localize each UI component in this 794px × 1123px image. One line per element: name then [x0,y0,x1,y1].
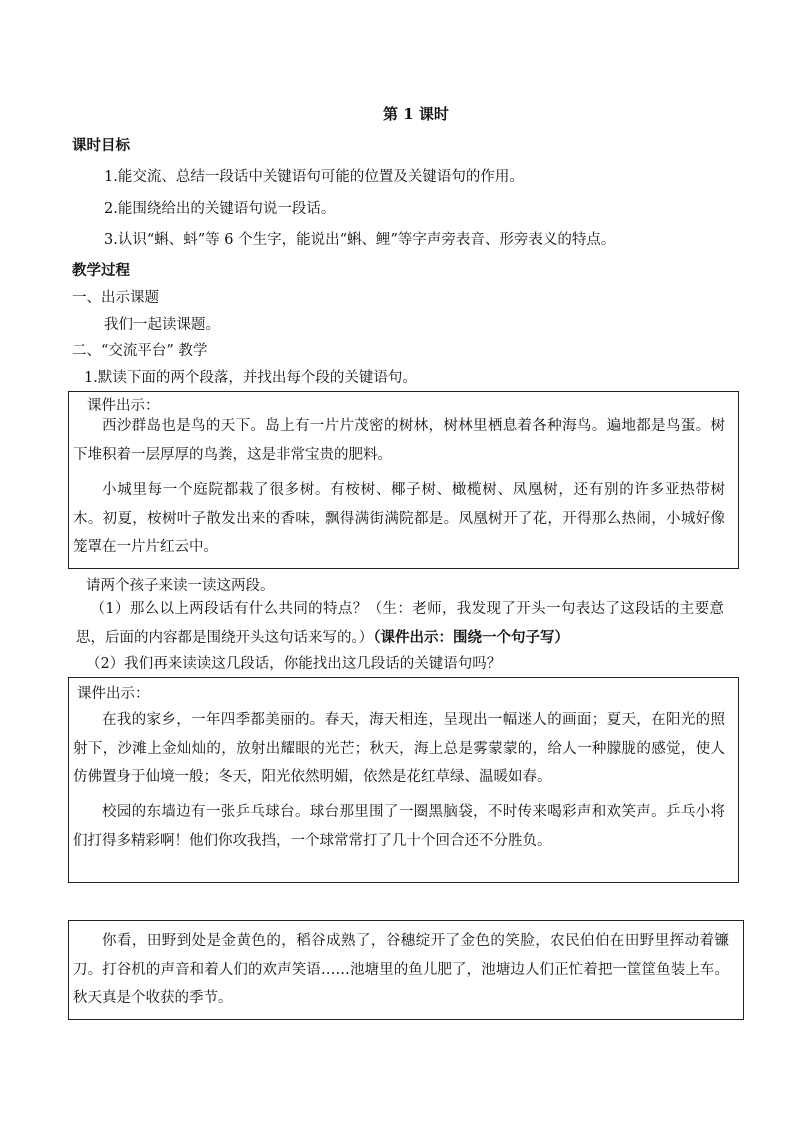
question-1-text: （1）那么以上两段话有什么共同的特点？（生：老师，我发现了开头一句表达了这段话的主要意思，后面的内容都是围绕开头这句话来写的。） [76,601,724,646]
courseware-box-2 [68,677,739,883]
section1-title: 一、出示课题 [72,290,159,306]
question-2: （2）我们再来读读这几段话，你能找出这几段话的关键语句吗？ [86,656,502,672]
page-title: 第 1 课时 [383,105,449,123]
goal-item-3: 3.认识“蝌、蚪”等 6 个生字，能说出“蝌、鲤”等字声旁表音、形旁表义的特点。 [104,232,616,248]
invite-text: 请两个孩子来读一读这两段。 [86,578,275,594]
box2-paragraph-2: 校园的东墙边有一张乒乓球台。球台那里围了一圈黑脑袋，不时传来喝彩声和欢笑声。乒乓小将们打得多精彩啊！他们你攻我挡，一个球常常打了几十个回合还不分胜负。 [73,804,725,849]
box1-label: 课件出示： [87,398,160,414]
goals-heading: 课时目标 [72,137,130,154]
box2-label: 课件出示： [77,686,150,702]
goal-item-2: 2.能围绕给出的关键语句说一段话。 [104,201,336,217]
section1-text: 我们一起读课题。 [104,317,220,333]
goal-item-1: 1.能交流、总结一段话中关键语句可能的位置及关键语句的作用。 [104,169,524,185]
question-1-courseware: （课件出示：围绕一个句子写） [373,628,569,646]
step1-instruction: 1.默读下面的两个段落，并找出每个段的关键语句。 [84,370,417,386]
section2-title: 二、“交流平台” 教学 [72,343,208,359]
box1-paragraph-1: 西沙群岛也是鸟的天下。岛上有一片片茂密的树林，树林里栖息着各种海鸟。遍地都是鸟蛋。树下堆积着一层厚厚的鸟粪，这是非常宝贵的肥料。 [73,418,725,463]
process-heading: 教学过程 [72,262,130,279]
box2-paragraph-1: 在我的家乡，一年四季都美丽的。春天，海天相连，呈现出一幅迷人的画面；夏天，在阳光的照射下，沙滩上金灿灿的，放射出耀眼的光芒；秋天，海上总是雾蒙蒙的，给人一种朦胧的感觉，使人仿佛置身于仙境一般；冬天，阳光依然明媚，依然是花红草绿、温暖如春。 [73,712,725,785]
question-1 [76,595,724,652]
box3-paragraph-1: 你看，田野到处是金黄色的，稻谷成熟了，谷穗绽开了金色的笑脸，农民伯伯在田野里挥动着镰刀。打谷机的声音和着人们的欢声笑语……池塘里的鱼儿肥了，池塘边人们正忙着把一筐筐鱼装上车。秋天真是个收获的季节。 [73,933,729,1006]
box1-paragraph-2: 小城里每一个庭院都栽了很多树。有桉树、椰子树、橄榄树、凤凰树，还有别的许多亚热带树木。初夏，桉树叶子散发出来的香味，飘得满街满院都是。凤凰树开了花，开得那么热闹，小城好像笼罩在一片片红云中。 [73,482,725,555]
courseware-box-1 [68,391,739,569]
example-box-3 [68,920,744,1020]
